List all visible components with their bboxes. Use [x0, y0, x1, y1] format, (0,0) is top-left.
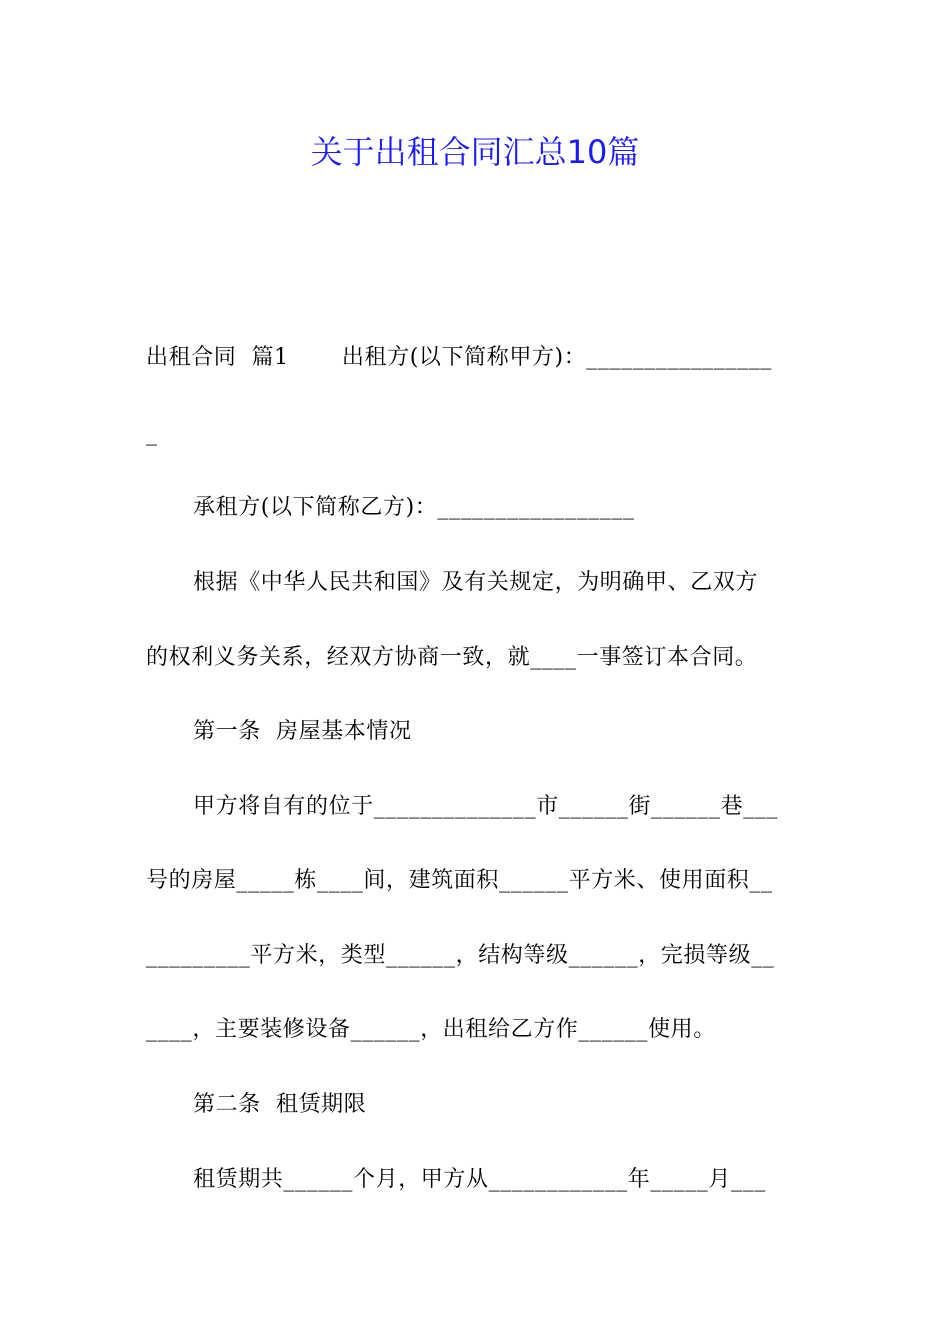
page-title: 关于出租合同汇总10篇	[310, 133, 640, 171]
article-heading: 第二条 租赁期限	[193, 1092, 367, 1117]
paragraph-line: ____，主要装修设备______，出租给乙方作______使用。	[146, 1017, 716, 1042]
paragraph-line: 的权利义务关系，经双方协商一致，就____一事签订本合同。	[146, 645, 758, 670]
paragraph-line: 号的房屋_____栋____间，建筑面积______平方米、使用面积__	[146, 868, 773, 893]
paragraph-line: 根据《中华人民共和国》及有关规定，为明确甲、乙双方	[193, 570, 759, 595]
lessee-line: 承租方(以下简称乙方)：_________________	[193, 495, 635, 520]
paragraph-line: 甲方将自有的位于______________市______街______巷___	[193, 794, 779, 819]
paragraph-line: 租赁期共______个月，甲方从____________年_____月___	[193, 1167, 766, 1192]
underline-continuation: _	[146, 421, 158, 446]
article-heading: 第一条 房屋基本情况	[193, 719, 412, 744]
paragraph-line: _________平方米，类型______，结构等级______，完损等级__	[146, 943, 775, 968]
contract-heading-line: 出租合同 篇1 出租方(以下简称甲方)：________________	[146, 345, 772, 370]
